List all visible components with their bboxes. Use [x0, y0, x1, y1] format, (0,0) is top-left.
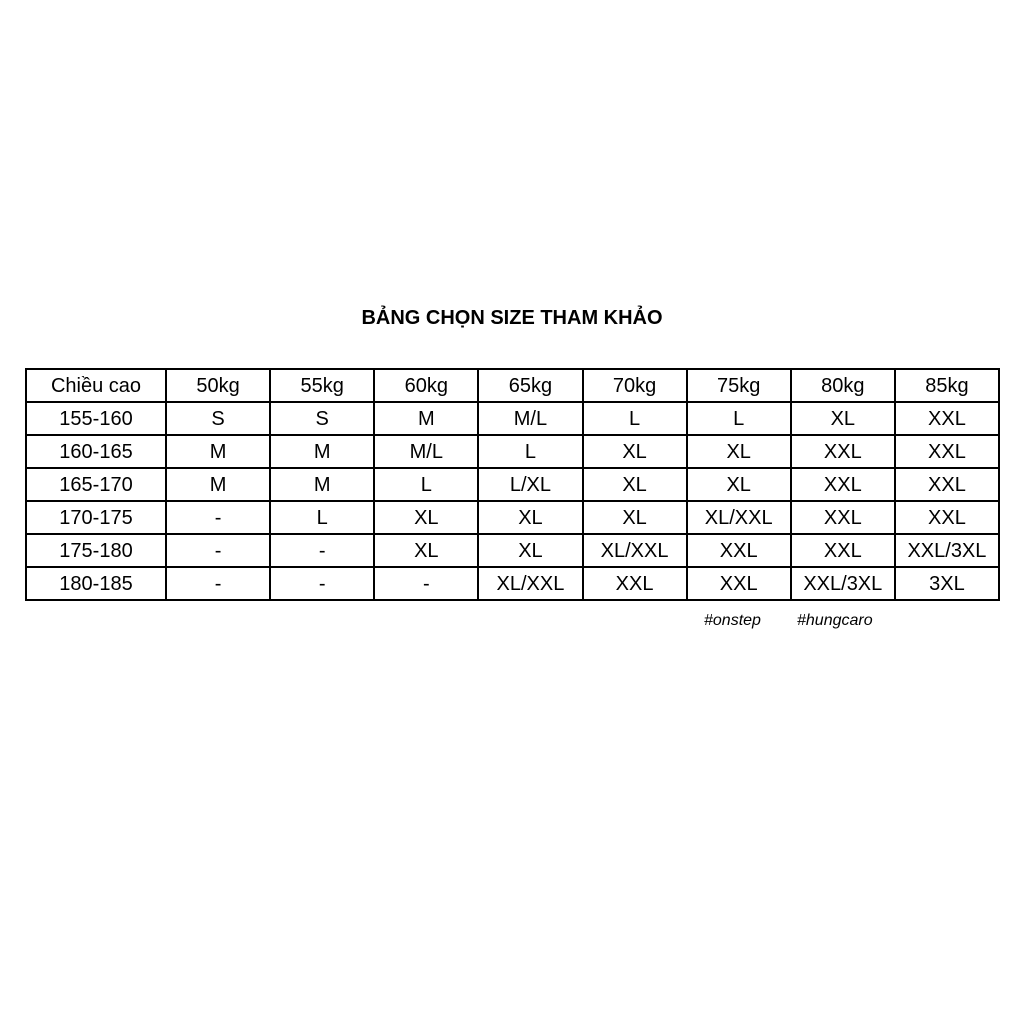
table-row	[26, 402, 999, 435]
header-cell: 55kg	[270, 369, 374, 402]
size-cell: S	[270, 402, 374, 435]
size-cell: XL/XXL	[478, 567, 582, 600]
header-cell: Chiều cao	[26, 369, 166, 402]
size-cell: L	[478, 435, 582, 468]
size-cell: XL/XXL	[583, 534, 687, 567]
size-cell: -	[166, 567, 270, 600]
size-cell: XL	[583, 468, 687, 501]
page-title: BẢNG CHỌN SIZE THAM KHẢO	[361, 307, 663, 329]
size-cell: -	[374, 567, 478, 600]
size-chart-table	[25, 368, 1000, 601]
height-cell: 170-175	[26, 501, 166, 534]
height-cell: 155-160	[26, 402, 166, 435]
size-cell: -	[166, 501, 270, 534]
table-row	[26, 567, 999, 600]
header-cell: 50kg	[166, 369, 270, 402]
size-cell: M/L	[374, 435, 478, 468]
table-header-row	[26, 369, 999, 402]
table-row	[26, 501, 999, 534]
table-row	[26, 468, 999, 501]
height-cell: 160-165	[26, 435, 166, 468]
header-cell: 80kg	[791, 369, 895, 402]
header-cell: 70kg	[583, 369, 687, 402]
size-cell: XL	[791, 402, 895, 435]
size-cell: L	[583, 402, 687, 435]
size-cell: XL	[583, 501, 687, 534]
hashtag-hungcaro: #hungcaro	[797, 612, 873, 629]
size-cell: S	[166, 402, 270, 435]
size-cell: XL/XXL	[687, 501, 791, 534]
size-cell: XXL	[895, 402, 999, 435]
size-cell: -	[270, 567, 374, 600]
header-cell: 60kg	[374, 369, 478, 402]
size-cell: L	[687, 402, 791, 435]
size-cell: XXL	[687, 567, 791, 600]
hashtag-onstep: #onstep	[704, 612, 761, 629]
size-cell: M	[374, 402, 478, 435]
size-cell: XL	[478, 501, 582, 534]
size-cell: XL	[583, 435, 687, 468]
hashtag-footer	[0, 610, 1024, 632]
size-cell: 3XL	[895, 567, 999, 600]
size-cell: L/XL	[478, 468, 582, 501]
size-cell: XXL	[895, 501, 999, 534]
header-cell: 85kg	[895, 369, 999, 402]
size-cell: M	[270, 468, 374, 501]
size-cell: XXL	[583, 567, 687, 600]
size-cell: XXL	[791, 468, 895, 501]
size-cell: M/L	[478, 402, 582, 435]
header-cell: 65kg	[478, 369, 582, 402]
height-cell: 175-180	[26, 534, 166, 567]
size-cell: XXL/3XL	[791, 567, 895, 600]
size-cell: M	[270, 435, 374, 468]
size-cell: XL	[478, 534, 582, 567]
size-cell: -	[270, 534, 374, 567]
size-cell: M	[166, 468, 270, 501]
size-cell: XXL	[791, 534, 895, 567]
size-cell: XXL	[791, 435, 895, 468]
height-cell: 180-185	[26, 567, 166, 600]
table-row	[26, 534, 999, 567]
size-cell: -	[166, 534, 270, 567]
size-cell: M	[166, 435, 270, 468]
height-cell: 165-170	[26, 468, 166, 501]
size-cell: XL	[374, 534, 478, 567]
table-row	[26, 435, 999, 468]
size-cell: L	[270, 501, 374, 534]
size-cell: XL	[687, 468, 791, 501]
size-cell: L	[374, 468, 478, 501]
size-cell: XXL	[687, 534, 791, 567]
size-cell: XXL	[791, 501, 895, 534]
header-cell: 75kg	[687, 369, 791, 402]
size-cell: XXL	[895, 468, 999, 501]
size-cell: XL	[687, 435, 791, 468]
size-cell: XXL	[895, 435, 999, 468]
size-cell: XL	[374, 501, 478, 534]
size-cell: XXL/3XL	[895, 534, 999, 567]
